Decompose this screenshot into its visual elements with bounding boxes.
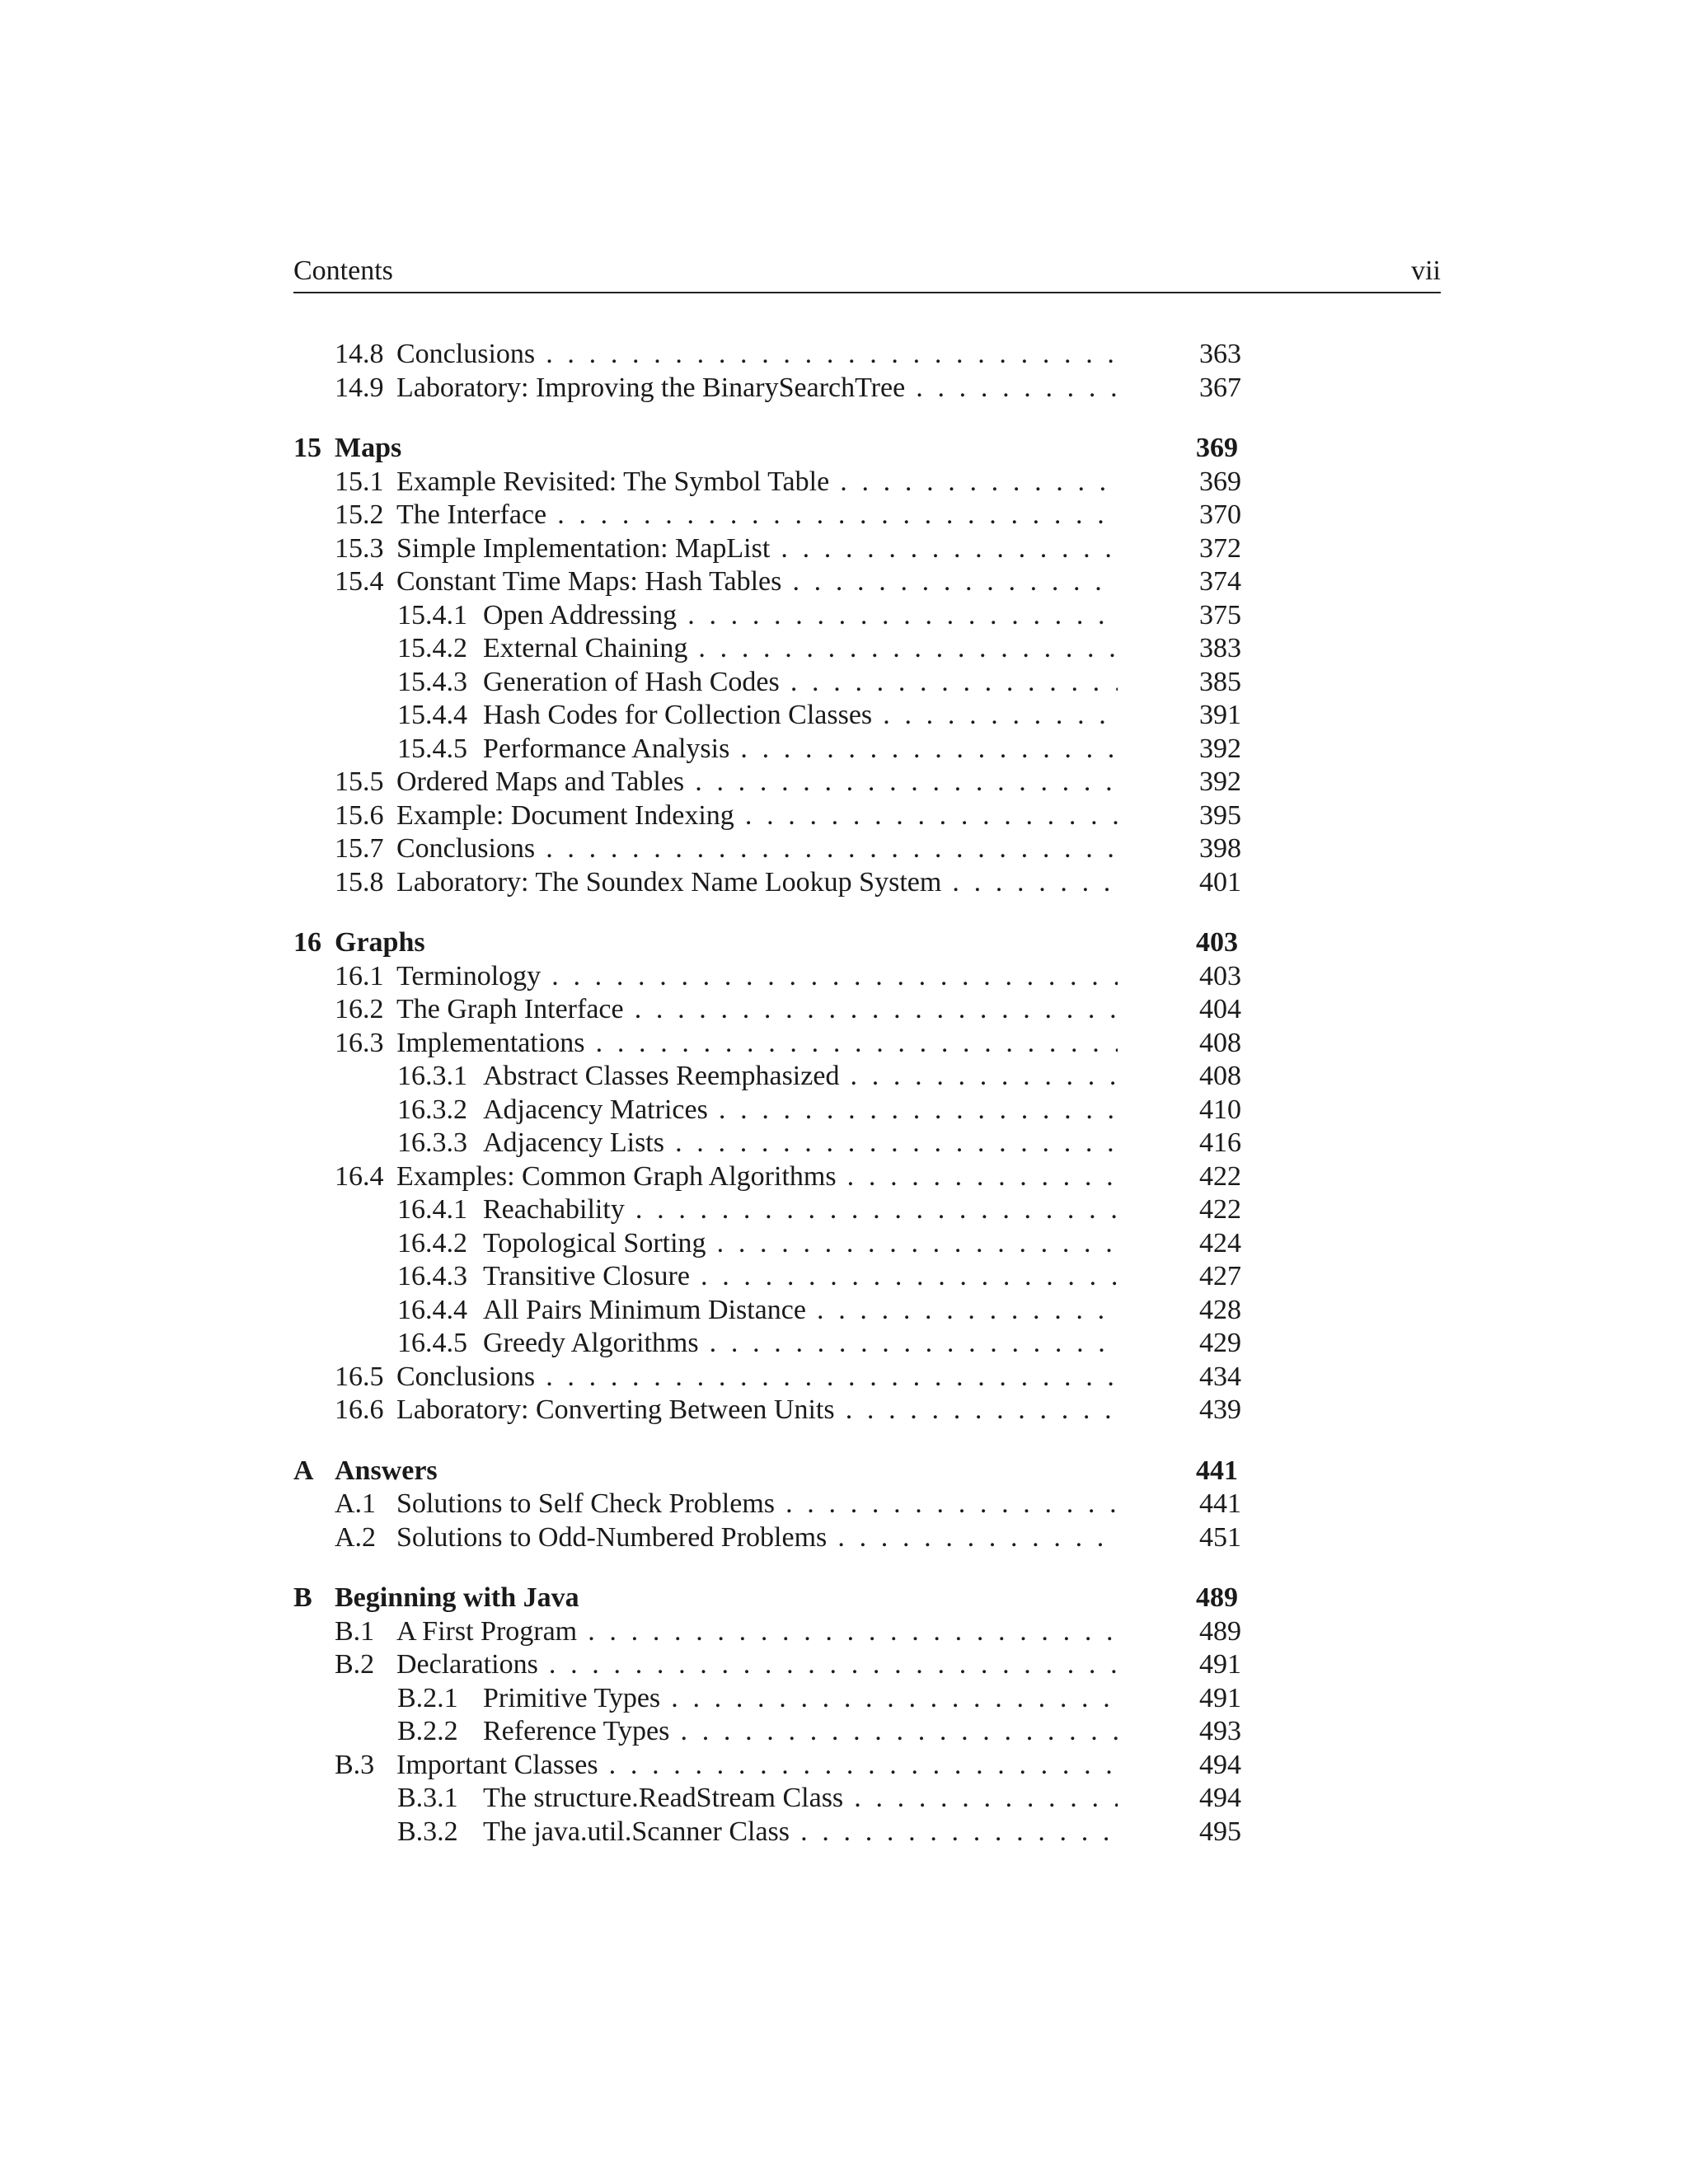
toc-number: A.2: [335, 1521, 377, 1553]
toc-title: Declarations . . .: [396, 1648, 1118, 1681]
toc-page-number: 363: [1199, 339, 1241, 369]
toc-page-number: 491: [1199, 1649, 1241, 1680]
toc-page-number: 401: [1199, 866, 1241, 898]
toc-section[interactable]: [293, 866, 1241, 900]
toc-page-number: 427: [1199, 1261, 1241, 1291]
toc-section[interactable]: [293, 1615, 1241, 1649]
toc-number: 16.3.1: [397, 1061, 467, 1091]
toc-number: 16.2: [335, 994, 384, 1024]
toc-number: 16.4.1: [397, 1194, 467, 1225]
toc-subsection[interactable]: [293, 1193, 1241, 1227]
toc-subsection[interactable]: [293, 632, 1241, 666]
toc-section[interactable]: [293, 466, 1241, 499]
toc-page-number: 375: [1199, 599, 1241, 630]
toc-title: The Graph Interface . . .: [396, 993, 1118, 1026]
toc-number: 16.4.4: [397, 1294, 467, 1325]
toc-title: Reachability . . .: [483, 1193, 1118, 1226]
toc-page-number: 404: [1199, 994, 1241, 1024]
toc-chapter[interactable]: [293, 1455, 1241, 1488]
toc-page-number: 416: [1199, 1127, 1241, 1158]
toc-page-number: 392: [1199, 766, 1241, 797]
toc-number: 15.6: [335, 799, 384, 831]
toc-section[interactable]: [293, 338, 1241, 372]
toc-number: B.3.1: [397, 1783, 458, 1813]
toc-number: 16.5: [335, 1361, 384, 1392]
toc-section[interactable]: [293, 960, 1241, 994]
toc-title: Important Classes . . .: [396, 1749, 1118, 1782]
toc-number: A.1: [335, 1488, 377, 1519]
toc-section[interactable]: [293, 1160, 1241, 1194]
toc-title: Conclusions . . .: [396, 338, 1118, 371]
toc-chapter[interactable]: [293, 926, 1241, 960]
toc-title: A First Program . . .: [396, 1615, 1118, 1648]
toc-section[interactable]: [293, 1027, 1241, 1061]
toc-title: Examples: Common Graph Algorithms . . .: [396, 1160, 1118, 1193]
toc-title: External Chaining . . .: [483, 632, 1118, 665]
toc-section[interactable]: [293, 565, 1241, 599]
toc-page-number: 439: [1199, 1394, 1241, 1425]
toc-page-number: 434: [1199, 1361, 1241, 1392]
toc-number: 15.4.1: [397, 599, 467, 630]
toc-page-number: 369: [1199, 466, 1241, 497]
toc-number: B.2: [335, 1649, 375, 1680]
toc-page-number: 494: [1199, 1783, 1241, 1813]
toc-number: 15.2: [335, 499, 384, 530]
toc-section[interactable]: [293, 372, 1241, 405]
table-of-contents: [293, 338, 1241, 1849]
toc-title: Performance Analysis . . .: [483, 733, 1118, 766]
toc-title: All Pairs Minimum Distance . . .: [483, 1294, 1118, 1327]
toc-section[interactable]: [293, 1521, 1241, 1555]
toc-title: Example Revisited: The Symbol Table . . .: [396, 466, 1118, 499]
toc-number: 16.4.2: [397, 1227, 467, 1258]
toc-page-number: 494: [1199, 1749, 1241, 1780]
toc-number: B: [293, 1582, 312, 1613]
toc-number: B.3.2: [397, 1816, 458, 1847]
toc-title: Answers: [335, 1455, 438, 1486]
toc-page-number: 489: [1196, 1582, 1238, 1613]
toc-title: Reference Types . . .: [483, 1715, 1118, 1748]
toc-title: Maps: [335, 433, 402, 463]
running-header: [293, 252, 1441, 293]
toc-page-number: 408: [1199, 1027, 1241, 1058]
toc-number: A: [293, 1455, 314, 1486]
toc-number: 15.4.3: [397, 666, 467, 697]
toc-title: Laboratory: Improving the BinarySearchTree . . .: [396, 372, 1118, 405]
toc-page-number: 491: [1199, 1682, 1241, 1713]
toc-subsection[interactable]: [293, 733, 1241, 766]
toc-title: Solutions to Self Check Problems . . .: [396, 1488, 1118, 1521]
toc-number: 16.3.2: [397, 1094, 467, 1125]
toc-number: 14.8: [335, 339, 384, 369]
toc-title: Solutions to Odd-Numbered Problems . . .: [396, 1521, 1118, 1554]
toc-title: Generation of Hash Codes . . .: [483, 666, 1118, 699]
toc-title: Ordered Maps and Tables . . .: [396, 766, 1118, 799]
toc-section[interactable]: [293, 1749, 1241, 1783]
toc-title: Adjacency Lists . . .: [483, 1127, 1118, 1160]
toc-number: 15.8: [335, 866, 384, 898]
toc-title: Open Addressing . . .: [483, 599, 1118, 632]
toc-subsection[interactable]: [293, 1094, 1241, 1127]
toc-subsection[interactable]: [293, 1327, 1241, 1361]
toc-title: Conclusions . . .: [396, 1361, 1118, 1394]
toc-subsection[interactable]: [293, 599, 1241, 633]
toc-title: Adjacency Matrices . . .: [483, 1094, 1118, 1127]
toc-page-number: 403: [1199, 960, 1241, 991]
toc-page-number: 369: [1196, 433, 1238, 463]
toc-page-number: 408: [1199, 1061, 1241, 1091]
toc-number: 16.4: [335, 1160, 384, 1192]
toc-page-number: 410: [1199, 1094, 1241, 1125]
toc-section[interactable]: [293, 1648, 1241, 1682]
toc-number: B.1: [335, 1615, 375, 1647]
toc-subsection[interactable]: [293, 1260, 1241, 1294]
toc-number: 15: [293, 433, 321, 463]
toc-number: 16.6: [335, 1394, 384, 1425]
toc-number: B.2.2: [397, 1716, 458, 1746]
toc-title: Abstract Classes Reemphasized . . .: [483, 1060, 1118, 1093]
toc-page-number: 398: [1199, 833, 1241, 864]
toc-title: Terminology . . .: [396, 960, 1118, 993]
toc-number: 15.4.5: [397, 733, 467, 764]
toc-number: B.2.1: [397, 1682, 458, 1713]
toc-number: 16.4.5: [397, 1328, 467, 1358]
toc-page-number: 428: [1199, 1294, 1241, 1325]
toc-number: 15.4: [335, 566, 384, 597]
toc-page-number: 367: [1199, 372, 1241, 403]
toc-title: Beginning with Java: [335, 1582, 579, 1613]
toc-page-number: 383: [1199, 633, 1241, 663]
toc-number: 14.9: [335, 372, 384, 403]
toc-subsection[interactable]: [293, 699, 1241, 733]
toc-section[interactable]: [293, 499, 1241, 532]
page-number: vii: [1411, 255, 1441, 286]
toc-title: Transitive Closure . . .: [483, 1260, 1118, 1293]
toc-page-number: 441: [1196, 1455, 1238, 1486]
toc-title: Graphs: [335, 927, 425, 958]
toc-page-number: 395: [1199, 799, 1241, 831]
toc-page-number: 385: [1199, 666, 1241, 697]
toc-title: Laboratory: The Soundex Name Lookup System . . .: [396, 866, 1118, 899]
toc-page-number: 403: [1196, 927, 1238, 958]
toc-page-number: 372: [1199, 532, 1241, 564]
toc-page-number: 451: [1199, 1521, 1241, 1553]
toc-subsection[interactable]: [293, 1782, 1241, 1816]
toc-page-number: 370: [1199, 499, 1241, 530]
toc-section[interactable]: [293, 1394, 1241, 1427]
toc-number: 15.7: [335, 833, 384, 864]
toc-title: The Interface . . .: [396, 499, 1118, 532]
toc-page-number: 429: [1199, 1328, 1241, 1358]
toc-number: 16.4.3: [397, 1261, 467, 1291]
toc-number: 15.1: [335, 466, 384, 497]
toc-subsection[interactable]: [293, 1294, 1241, 1328]
toc-subsection[interactable]: [293, 1060, 1241, 1094]
toc-number: 15.4.4: [397, 700, 467, 730]
toc-page-number: 493: [1199, 1716, 1241, 1746]
toc-subsection[interactable]: [293, 1715, 1241, 1749]
toc-title: Primitive Types . . .: [483, 1682, 1118, 1715]
toc-number: 15.5: [335, 766, 384, 797]
toc-section[interactable]: [293, 1488, 1241, 1521]
toc-number: 16.3: [335, 1027, 384, 1058]
toc-page-number: 424: [1199, 1227, 1241, 1258]
toc-number: 15.3: [335, 532, 384, 564]
toc-subsection[interactable]: [293, 666, 1241, 700]
toc-chapter[interactable]: [293, 432, 1241, 466]
toc-title: Laboratory: Converting Between Units . . .: [396, 1394, 1118, 1427]
toc-section[interactable]: [293, 832, 1241, 866]
toc-title: Topological Sorting . . .: [483, 1227, 1118, 1260]
toc-page-number: 374: [1199, 566, 1241, 597]
toc-section[interactable]: [293, 766, 1241, 799]
toc-page-number: 489: [1199, 1615, 1241, 1647]
toc-chapter[interactable]: [293, 1582, 1241, 1615]
toc-title: Hash Codes for Collection Classes . . .: [483, 699, 1118, 732]
toc-title: Implementations . . .: [396, 1027, 1118, 1060]
toc-number: 16: [293, 927, 321, 958]
toc-title: Constant Time Maps: Hash Tables . . .: [396, 565, 1118, 598]
toc-subsection[interactable]: [293, 1227, 1241, 1261]
toc-title: Conclusions . . .: [396, 832, 1118, 865]
toc-section[interactable]: [293, 532, 1241, 566]
toc-page-number: 422: [1199, 1160, 1241, 1192]
toc-number: 16.3.3: [397, 1127, 467, 1158]
toc-number: 15.4.2: [397, 633, 467, 663]
toc-title: Example: Document Indexing . . .: [396, 799, 1118, 832]
toc-page-number: 495: [1199, 1816, 1241, 1847]
toc-section[interactable]: [293, 799, 1241, 833]
toc-title: Greedy Algorithms . . .: [483, 1327, 1118, 1360]
toc-subsection[interactable]: [293, 1127, 1241, 1160]
toc-section[interactable]: [293, 1361, 1241, 1394]
toc-number: B.3: [335, 1749, 375, 1780]
running-header-title: Contents: [293, 255, 393, 286]
toc-page-number: 441: [1199, 1488, 1241, 1519]
toc-title: The java.util.Scanner Class . . .: [483, 1816, 1118, 1849]
toc-title: Simple Implementation: MapList . . .: [396, 532, 1118, 565]
toc-page-number: 391: [1199, 700, 1241, 730]
toc-section[interactable]: [293, 993, 1241, 1027]
toc-number: 16.1: [335, 960, 384, 991]
toc-title: The structure.ReadStream Class . . .: [483, 1782, 1118, 1815]
toc-subsection[interactable]: [293, 1816, 1241, 1849]
toc-page-number: 392: [1199, 733, 1241, 764]
toc-subsection[interactable]: [293, 1682, 1241, 1716]
toc-page-number: 422: [1199, 1194, 1241, 1225]
